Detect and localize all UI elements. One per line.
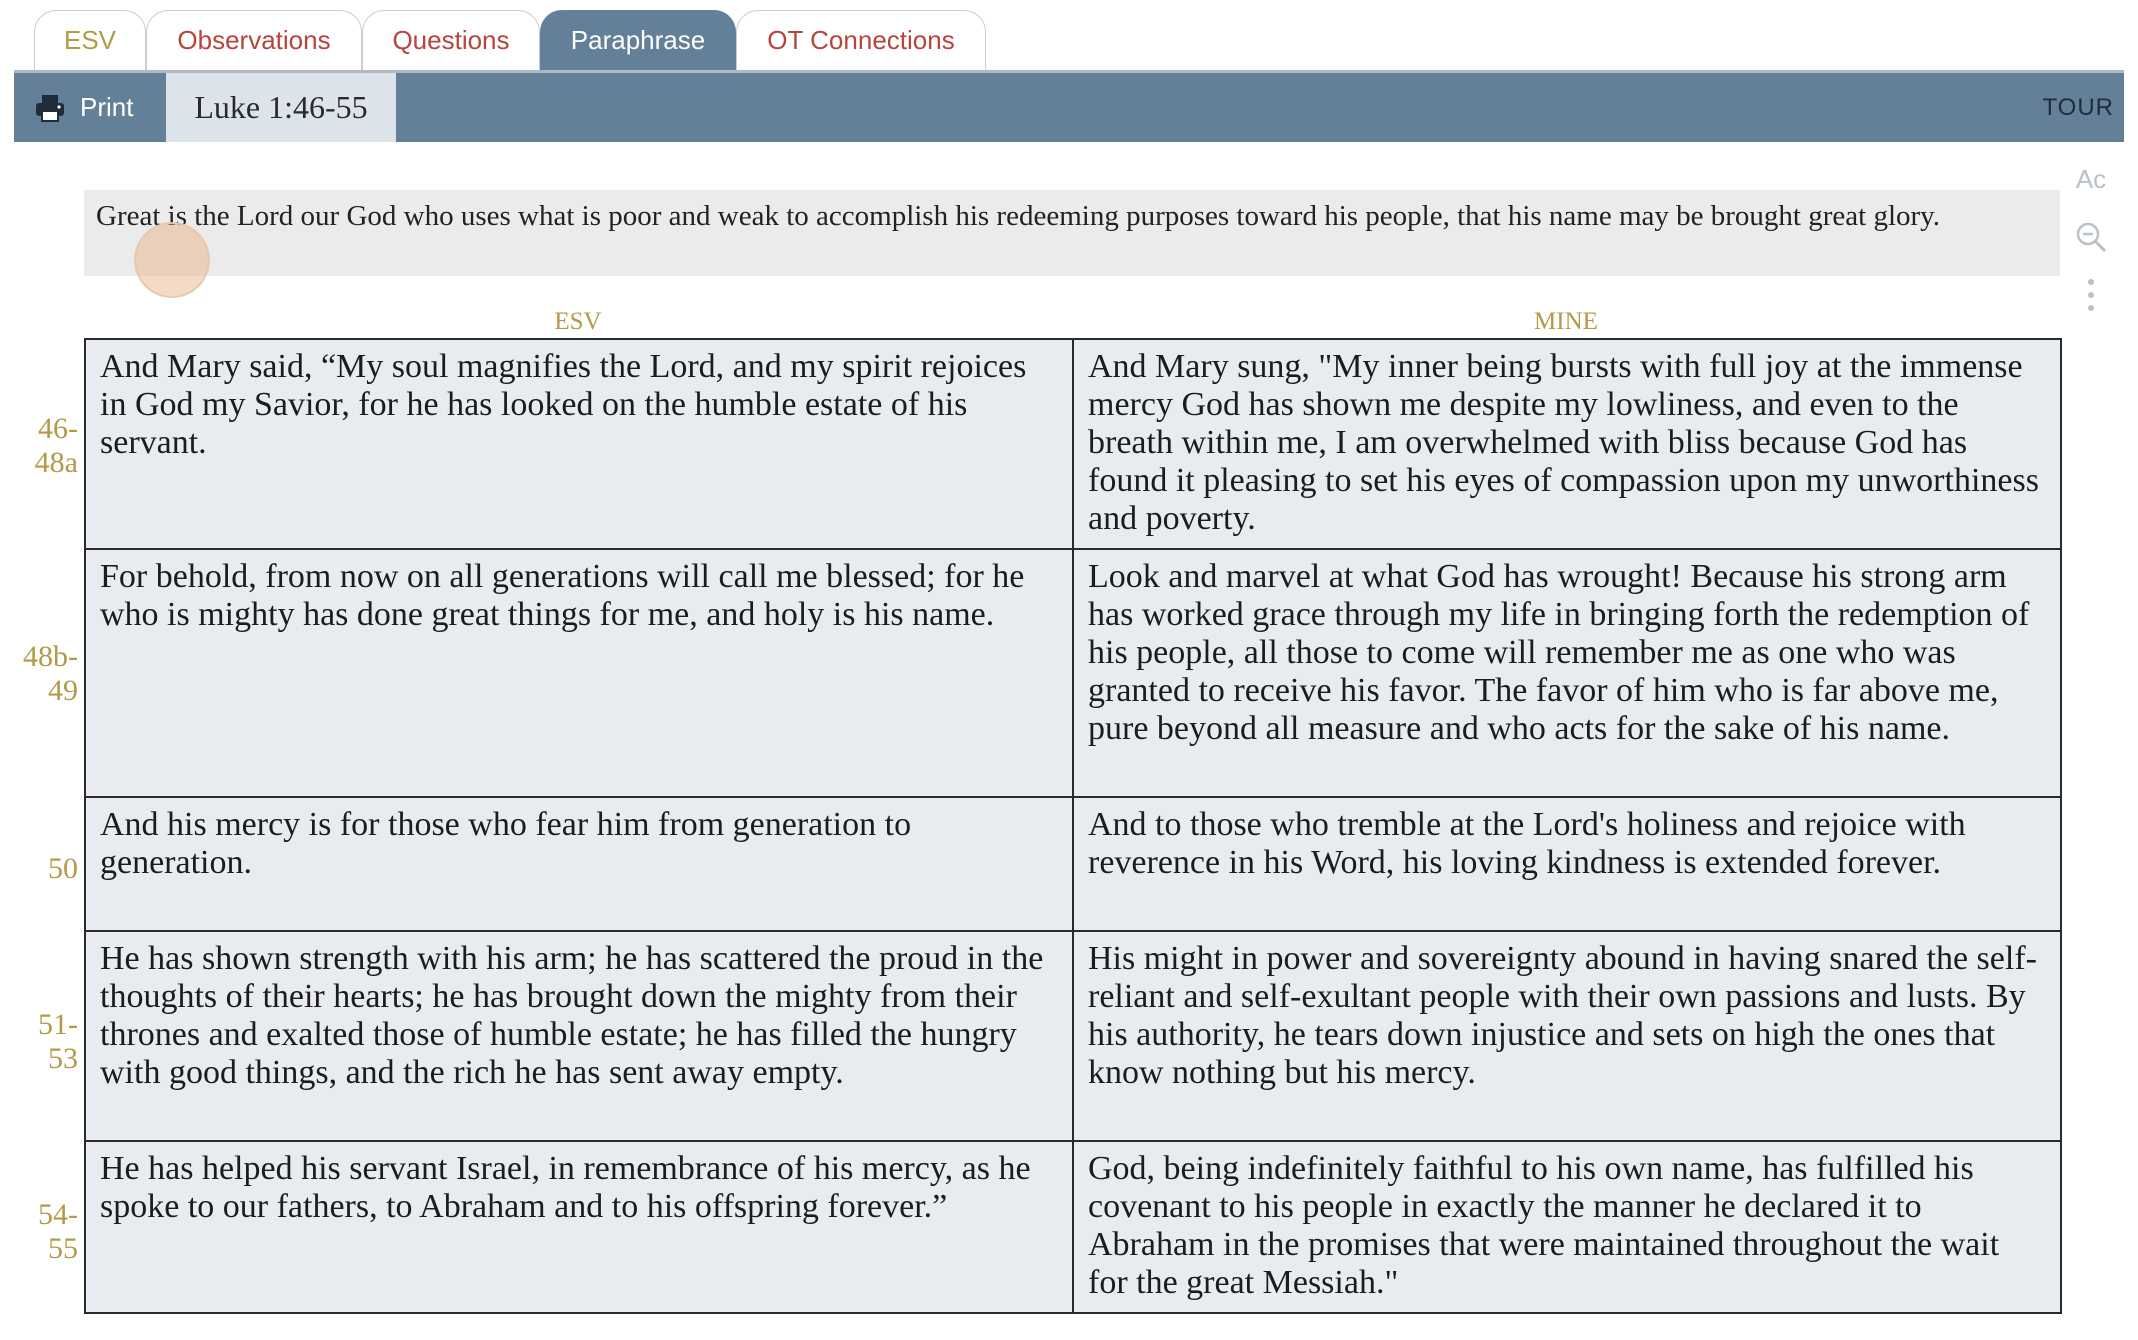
mine-cell[interactable]: God, being indefinitely faithful to his own name, has fulfilled his covenant to his people in exactly the manner he declared it to Abraham in the promises that were maintained throughout the wait for the great Messiah." bbox=[1073, 1141, 2061, 1313]
tour-button[interactable]: TOUR bbox=[2042, 93, 2114, 121]
esv-cell[interactable]: And Mary said, “My soul magnifies the Lord, and my spirit rejoices in God my Savior, for he has looked on the humble estate of his servant. bbox=[85, 339, 1073, 549]
mine-cell[interactable]: And Mary sung, "My inner being bursts with full joy at the immense mercy God has shown me despite my lowliness, and even to the breath within me, I am overwhelmed with bliss because God has found it pleasing to set his eyes of compassion upon my unworthiness and poverty. bbox=[1073, 339, 2061, 549]
esv-cell[interactable]: And his mercy is for those who fear him from generation to generation. bbox=[85, 797, 1073, 931]
zoom-out-icon[interactable] bbox=[2066, 220, 2116, 260]
tab-bar bbox=[34, 10, 986, 70]
verse-ref-48b-49: 48b- 49 bbox=[23, 640, 78, 707]
column-header-esv: ESV bbox=[554, 308, 602, 335]
table-row bbox=[85, 797, 2061, 931]
verse-ref-46-48a: 46- 48a bbox=[34, 412, 78, 479]
column-header-mine: MINE bbox=[1534, 308, 1598, 335]
mine-cell[interactable]: His might in power and sovereignty abound in having snared the self-reliant and self-exultant people with their own passions and lusts. By his authority, he tears down injustice and sets on high the ones that know nothing but his mercy. bbox=[1073, 931, 2061, 1141]
print-label: Print bbox=[80, 92, 134, 122]
table-row bbox=[85, 339, 2061, 549]
printer-icon bbox=[34, 92, 66, 124]
esv-cell[interactable]: For behold, from now on all generations will call me blessed; for he who is mighty has done great things for me, and holy is his name. bbox=[85, 549, 1073, 797]
side-tools bbox=[2066, 164, 2116, 317]
tab-questions[interactable]: Questions bbox=[362, 10, 540, 70]
tab-paraphrase[interactable]: Paraphrase bbox=[540, 10, 736, 70]
paraphrase-table bbox=[84, 338, 2062, 1314]
esv-cell[interactable]: He has helped his servant Israel, in remembrance of his mercy, as he spoke to our fathers, to Abraham and to his offspring forever.” bbox=[85, 1141, 1073, 1313]
tab-esv[interactable]: ESV bbox=[34, 10, 146, 70]
paraphrase-summary: Great is the Lord our God who uses what is poor and weak to accomplish his redeeming purposes toward his people, that his name may be brought great glory. bbox=[84, 190, 2060, 276]
mine-cell[interactable]: Look and marvel at what God has wrought! Because his strong arm has worked grace through my life in bringing forth the redemption of his people, all those to come will remember me as one who was granted to receive his favor. The favor of him who is far above me, pure beyond all measure and who acts for the sake of his name. bbox=[1073, 549, 2061, 797]
toolbar bbox=[14, 70, 2124, 142]
esv-cell[interactable]: He has shown strength with his arm; he has scattered the proud in the thoughts of their hearts; he has brought down the mighty from their thrones and exalted those of humble estate; he has filled the hungry with good things, and the rich he has sent away empty. bbox=[85, 931, 1073, 1141]
table-row bbox=[85, 931, 2061, 1141]
text-size-button[interactable]: Ac bbox=[2075, 164, 2107, 194]
tab-ot-connections[interactable]: OT Connections bbox=[736, 10, 986, 70]
verse-ref-50: 50 bbox=[48, 852, 78, 885]
table-row bbox=[85, 1141, 2061, 1313]
passage-reference-tab[interactable]: Luke 1:46-55 bbox=[166, 73, 396, 142]
verse-ref-54-55: 54- 55 bbox=[38, 1198, 78, 1265]
mine-cell[interactable]: And to those who tremble at the Lord's holiness and rejoice with reverence in his Word, his loving kindness is extended forever. bbox=[1073, 797, 2061, 931]
tab-observations[interactable]: Observations bbox=[146, 10, 362, 70]
vertical-dots-icon[interactable] bbox=[2066, 278, 2116, 317]
print-button[interactable] bbox=[34, 73, 133, 142]
table-row bbox=[85, 549, 2061, 797]
verse-ref-51-53: 51- 53 bbox=[38, 1008, 78, 1075]
